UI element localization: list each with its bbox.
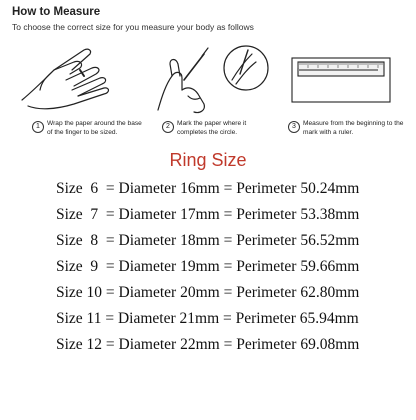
ruler-illustration <box>288 40 404 118</box>
wrap-finger-illustration <box>14 40 134 118</box>
size-row-9: Size 9 = Diameter 19mm = Perimeter 59.66mm <box>56 258 360 275</box>
step-1-number: 1 <box>32 121 44 133</box>
step-2-number: 2 <box>162 121 174 133</box>
step-2 <box>162 120 266 137</box>
step-3-number: 3 <box>288 121 300 133</box>
step-3 <box>288 120 404 137</box>
size-row-12: Size 12 = Diameter 22mm = Perimeter 69.08mm <box>56 336 360 353</box>
size-row-7: Size 7 = Diameter 17mm = Perimeter 53.38mm <box>56 206 360 223</box>
page-subtitle: To choose the correct size for you measure your body as follows <box>12 22 254 32</box>
size-row-10: Size 10 = Diameter 20mm = Perimeter 62.80mm <box>56 284 360 301</box>
step-3-text: Measure from the beginning to the mark with a ruler. <box>303 120 404 136</box>
size-row-8: Size 8 = Diameter 18mm = Perimeter 56.52mm <box>56 232 360 249</box>
step-1 <box>32 120 142 137</box>
page-title: How to Measure <box>12 6 101 18</box>
ring-size-heading: Ring Size <box>169 150 247 170</box>
step-2-text: Mark the paper where it completes the circle. <box>177 120 247 136</box>
size-row-6: Size 6 = Diameter 16mm = Perimeter 50.24mm <box>56 180 360 197</box>
mark-paper-illustration <box>148 40 278 118</box>
size-row-11: Size 11 = Diameter 21mm = Perimeter 65.94mm <box>56 310 359 327</box>
step-1-text: Wrap the paper around the base of the finger to be sized. <box>47 120 142 136</box>
